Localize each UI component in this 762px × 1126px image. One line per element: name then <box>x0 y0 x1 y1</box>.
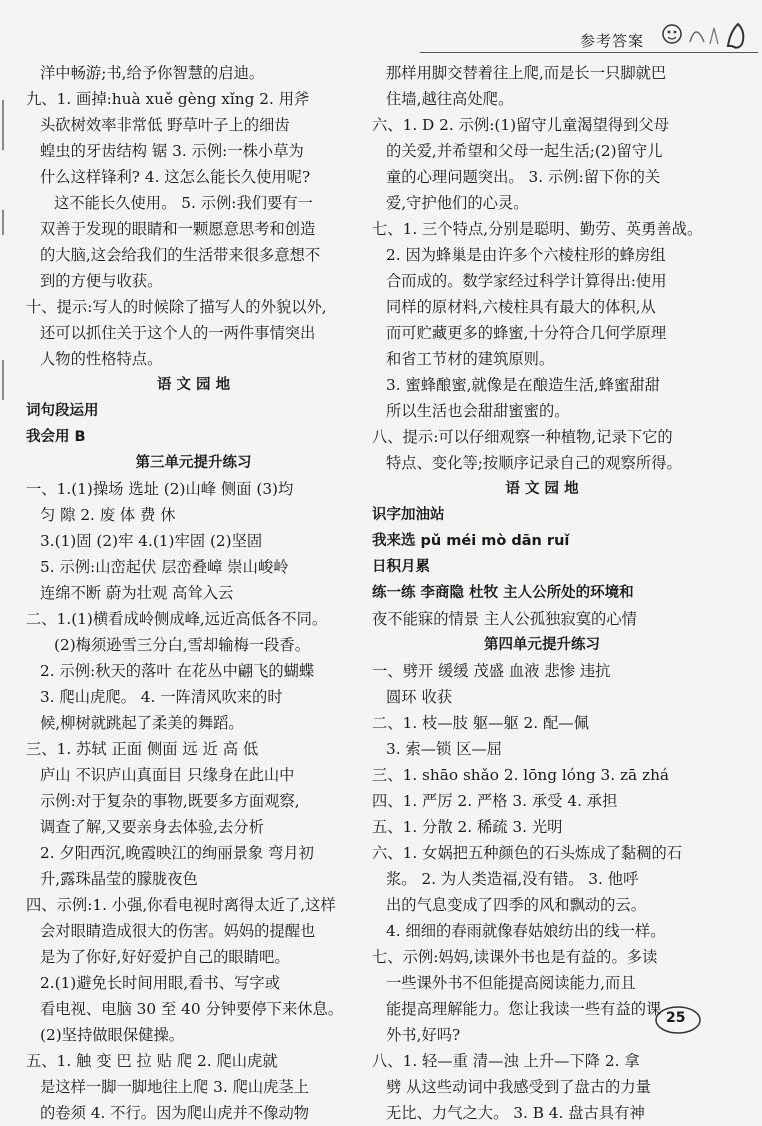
answer-line: 第四单元提升练习 <box>484 637 600 653</box>
answer-line: 一、劈开 缓缓 茂盛 血液 悲惨 违抗 <box>372 662 611 680</box>
answer-line: 语 文 园 地 <box>505 481 579 497</box>
answer-line: 3.(1)固 (2)牢 4.(1)牢固 (2)坚固 <box>40 532 263 550</box>
answer-line: 到的方便与收获。 <box>40 272 163 290</box>
answer-line: 能提高理解能力。您让我读一些有益的课 <box>386 1000 662 1018</box>
answer-line: 3. 蜜蜂酿蜜,就像是在酿造生活,蜂蜜甜甜 <box>386 376 660 394</box>
answer-line: 5. 示例:山峦起伏 层峦叠嶂 崇山峻岭 <box>40 558 289 576</box>
answer-line: 夜不能寐的情景 主人公孤独寂寞的心情 <box>372 610 637 628</box>
answer-line: 这不能长久使用。 5. 示例:我们要有一 <box>54 194 313 212</box>
answer-line: 三、1. shāo shǎo 2. lōng lóng 3. zā zhá <box>372 766 670 784</box>
answer-line: 双善于发现的眼睛和一颗愿意思考和创造 <box>40 220 316 238</box>
answer-line: (2)梅须逊雪三分白,雪却输梅一段香。 <box>54 636 310 654</box>
answer-line: 2. 夕阳西沉,晚霞映江的绚丽景象 弯月初 <box>40 844 314 862</box>
answer-line: 合而成的。数学家经过科学计算得出:使用 <box>386 272 667 290</box>
answer-line: 我会用 B <box>26 429 86 445</box>
answer-line: (2)坚持做眼保健操。 <box>40 1026 185 1044</box>
header-decoration-icon <box>658 14 754 54</box>
answer-line: 一、1.(1)操场 选址 (2)山峰 侧面 (3)均 <box>26 480 294 498</box>
answer-line: 的大脑,这会给我们的生活带来很多意想不 <box>40 246 321 264</box>
answer-line: 语 文 园 地 <box>156 377 231 393</box>
answer-line: 的卷须 4. 不行。因为爬山虎并不像动物 <box>40 1104 310 1122</box>
answer-line: 住墙,越往高处爬。 <box>386 90 514 108</box>
answer-line: 的关爱,并希望和父母一起生活;(2)留守儿 <box>386 142 663 160</box>
answer-line: 而可贮藏更多的蜂蜜,十分符合几何学原理 <box>386 324 667 342</box>
answer-line: 头砍树效率非常低 野草叶子上的细齿 <box>40 116 290 134</box>
answer-line: 4. 细细的春雨就像春姑娘纺出的线一样。 <box>386 922 666 940</box>
answer-line: 那样用脚交替着往上爬,而是长一只脚就巴 <box>386 64 667 82</box>
answer-line: 是为了你好,好好爱护自己的眼睛吧。 <box>40 948 290 966</box>
answer-line: 五、1. 分散 2. 稀疏 3. 光明 <box>372 818 563 836</box>
answer-line: 词句段运用 <box>26 403 99 419</box>
answer-line: 劈 从这些动词中我感受到了盘古的力量 <box>386 1078 651 1096</box>
answer-line: 洋中畅游;书,给予你智慧的启迪。 <box>40 64 265 82</box>
answer-line: 蝗虫的牙齿结构 锯 3. 示例:一株小草为 <box>40 142 304 160</box>
answer-line: 什么这样锋利? 4. 这怎么能长久使用呢? <box>40 168 311 186</box>
answer-line: 连绵不断 蔚为壮观 高耸入云 <box>40 584 234 602</box>
answer-line: 二、1.(1)横看成岭侧成峰,远近高低各不同。 <box>26 610 328 628</box>
page-header <box>0 0 762 58</box>
page-number: 25 <box>666 1010 686 1026</box>
answer-line: 调查了解,又要亲身去体验,去分析 <box>40 818 264 836</box>
answer-line: 我来选 pǔ méi mò dān ruǐ <box>372 533 570 549</box>
answer-line: 浆。 2. 为人类造福,没有错。 3. 他呼 <box>386 870 639 888</box>
answer-line: 2. 示例:秋天的落叶 在花丛中翩飞的蝴蝶 <box>40 662 315 680</box>
answer-line: 六、1. 女娲把五种颜色的石头炼成了黏稠的石 <box>372 844 683 862</box>
answer-line: 五、1. 触 变 巴 拉 贴 爬 2. 爬山虎就 <box>26 1052 278 1070</box>
answer-line: 2.(1)避免长时间用眼,看书、写字或 <box>40 974 280 992</box>
answer-line: 九、1. 画掉:huà xuě gèng xǐng 2. 用斧 <box>26 90 310 108</box>
answer-line: 3. 索—锁 区—屈 <box>386 740 503 758</box>
answer-line: 同样的原材料,六棱柱具有最大的体积,从 <box>386 298 656 316</box>
answer-line: 第三单元提升练习 <box>135 455 252 471</box>
answer-line: 二、1. 枝—肢 躯—躯 2. 配—佩 <box>372 714 589 732</box>
answer-line: 外书,好吗? <box>386 1026 461 1044</box>
answer-line: 特点、变化等;按顺序记录自己的观察所得。 <box>386 454 682 472</box>
answer-line: 十、提示:写人的时候除了描写人的外貌以外, <box>26 298 327 316</box>
answer-line: 六、1. D 2. 示例:(1)留守儿童渴望得到父母 <box>372 116 670 134</box>
answer-line: 三、1. 苏轼 正面 侧面 远 近 高 低 <box>26 740 259 758</box>
answer-line: 爱,守护他们的心灵。 <box>386 194 529 212</box>
header-rule <box>420 52 758 53</box>
answer-line: 无比、力气之大。 3. B 4. 盘古具有神 <box>386 1104 645 1122</box>
answer-line: 庐山 不识庐山真面目 只缘身在此山中 <box>40 766 295 784</box>
answer-line: 2. 因为蜂巢是由许多个六棱柱形的蜂房组 <box>386 246 666 264</box>
answer-line: 所以生活也会甜甜蜜蜜的。 <box>386 402 570 420</box>
binding-edge-decoration <box>0 60 10 960</box>
answer-line: 童的心理问题突出。 3. 示例:留下你的关 <box>386 168 661 186</box>
left-answer-column <box>26 60 361 1126</box>
answer-line: 七、1. 三个特点,分别是聪明、勤劳、英勇善战。 <box>372 220 703 238</box>
answer-line: 练一练 李商隐 杜牧 主人公所处的环境和 <box>372 585 634 601</box>
answer-line: 四、示例:1. 小强,你看电视时离得太近了,这样 <box>26 896 336 914</box>
answer-line: 出的气息变成了四季的风和飘动的云。 <box>386 896 647 914</box>
right-answer-column <box>372 60 712 1126</box>
header-label: 参考答案 <box>580 32 645 50</box>
answer-line: 会对眼睛造成很大的伤害。妈妈的提醒也 <box>40 922 316 940</box>
answer-line: 识字加油站 <box>372 507 445 523</box>
answer-line: 八、1. 轻—重 清—浊 上升—下降 2. 拿 <box>372 1052 640 1070</box>
answer-line: 一些课外书不但能提高阅读能力,而且 <box>386 974 636 992</box>
answer-line: 升,露珠晶莹的朦胧夜色 <box>40 870 198 888</box>
answer-line: 还可以抓住关于这个人的一两件事情突出 <box>40 324 316 342</box>
answer-line: 匀 隙 2. 废 体 费 休 <box>40 506 176 524</box>
answer-line: 是这样一脚一脚地往上爬 3. 爬山虎茎上 <box>40 1078 310 1096</box>
answer-line: 和省工节材的建筑原则。 <box>386 350 555 368</box>
answer-line: 人物的性格特点。 <box>40 350 163 368</box>
answer-line: 看电视、电脑 30 至 40 分钟要停下来休息。 <box>40 1000 344 1018</box>
answer-line: 日积月累 <box>372 559 430 575</box>
answer-line: 七、示例:妈妈,读课外书也是有益的。多读 <box>372 948 658 966</box>
answer-line: 圆环 收获 <box>386 688 453 706</box>
answer-line: 四、1. 严厉 2. 严格 3. 承受 4. 承担 <box>372 792 618 810</box>
answer-line: 3. 爬山虎爬。 4. 一阵清风吹来的时 <box>40 688 283 706</box>
answer-line: 示例:对于复杂的事物,既要多方面观察, <box>40 792 300 810</box>
answer-line: 候,柳树就跳起了柔美的舞蹈。 <box>40 714 244 732</box>
answer-line: 八、提示:可以仔细观察一种植物,记录下它的 <box>372 428 673 446</box>
